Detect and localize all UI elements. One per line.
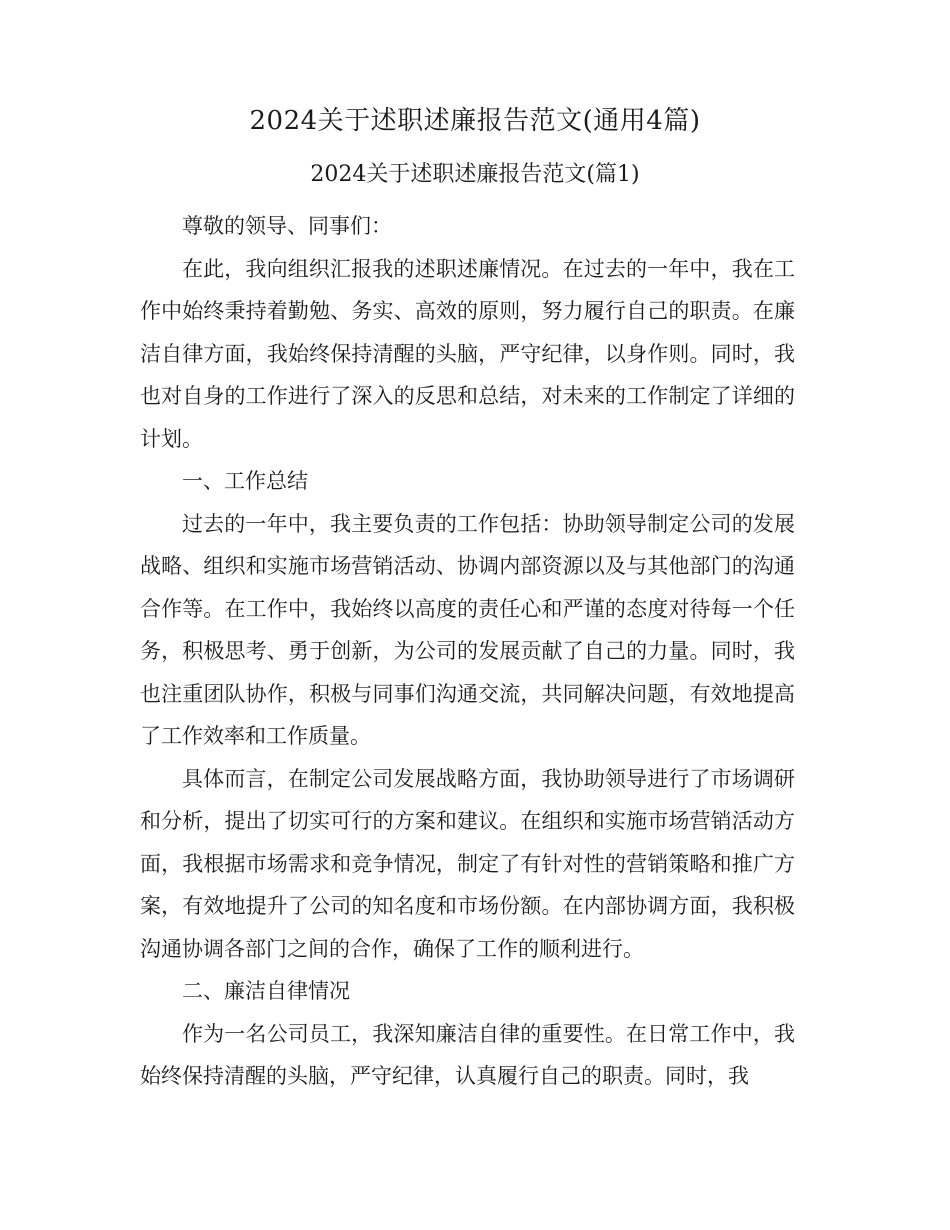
section-heading-integrity: 二、廉洁自律情况 bbox=[182, 979, 350, 1003]
work-summary-paragraph: 过去的一年中，我主要负责的工作包括：协助领导制定公司的发展战略、组织和实施市场营销活动、协调内部资源以及与其他部门的沟通合作等。在工作中，我始终以高度的责任心和严谨的态度对待每一个任务，积极思考、勇于创新，为公司的发展贡献了自己的力量。同时，我也注重团队协作，积极与同事们沟通交流，共同解决问题，有效地提高了工作效率和工作质量。 bbox=[140, 511, 795, 748]
document-body bbox=[140, 205, 795, 1098]
salutation-paragraph: 尊敬的领导、同事们： bbox=[182, 214, 392, 238]
document-title: 2024关于述职述廉报告范文(通用4篇) bbox=[249, 106, 701, 136]
section-heading-work-summary: 一、工作总结 bbox=[182, 469, 308, 493]
document-subtitle: 2024关于述职述廉报告范文(篇1) bbox=[310, 162, 640, 187]
work-details-paragraph: 具体而言，在制定公司发展战略方面，我协助领导进行了市场调研和分析，提出了切实可行的方案和建议。在组织和实施市场营销活动方面，我根据市场需求和竞争情况，制定了有针对性的营销策略和推广方案，有效地提升了公司的知名度和市场份额。在内部协调方面，我积极沟通协调各部门之间的合作，确保了工作的顺利进行。 bbox=[140, 766, 795, 961]
integrity-paragraph: 作为一名公司员工，我深知廉洁自律的重要性。在日常工作中，我始终保持清醒的头脑，严守纪律，认真履行自己的职责。同时，我 bbox=[140, 1021, 795, 1088]
intro-paragraph: 在此，我向组织汇报我的述职述廉情况。在过去的一年中，我在工作中始终秉持着勤勉、务实、高效的原则，努力履行自己的职责。在廉洁自律方面，我始终保持清醒的头脑，严守纪律，以身作则。同时，我也对自身的工作进行了深入的反思和总结，对未来的工作制定了详细的计划。 bbox=[140, 256, 795, 451]
